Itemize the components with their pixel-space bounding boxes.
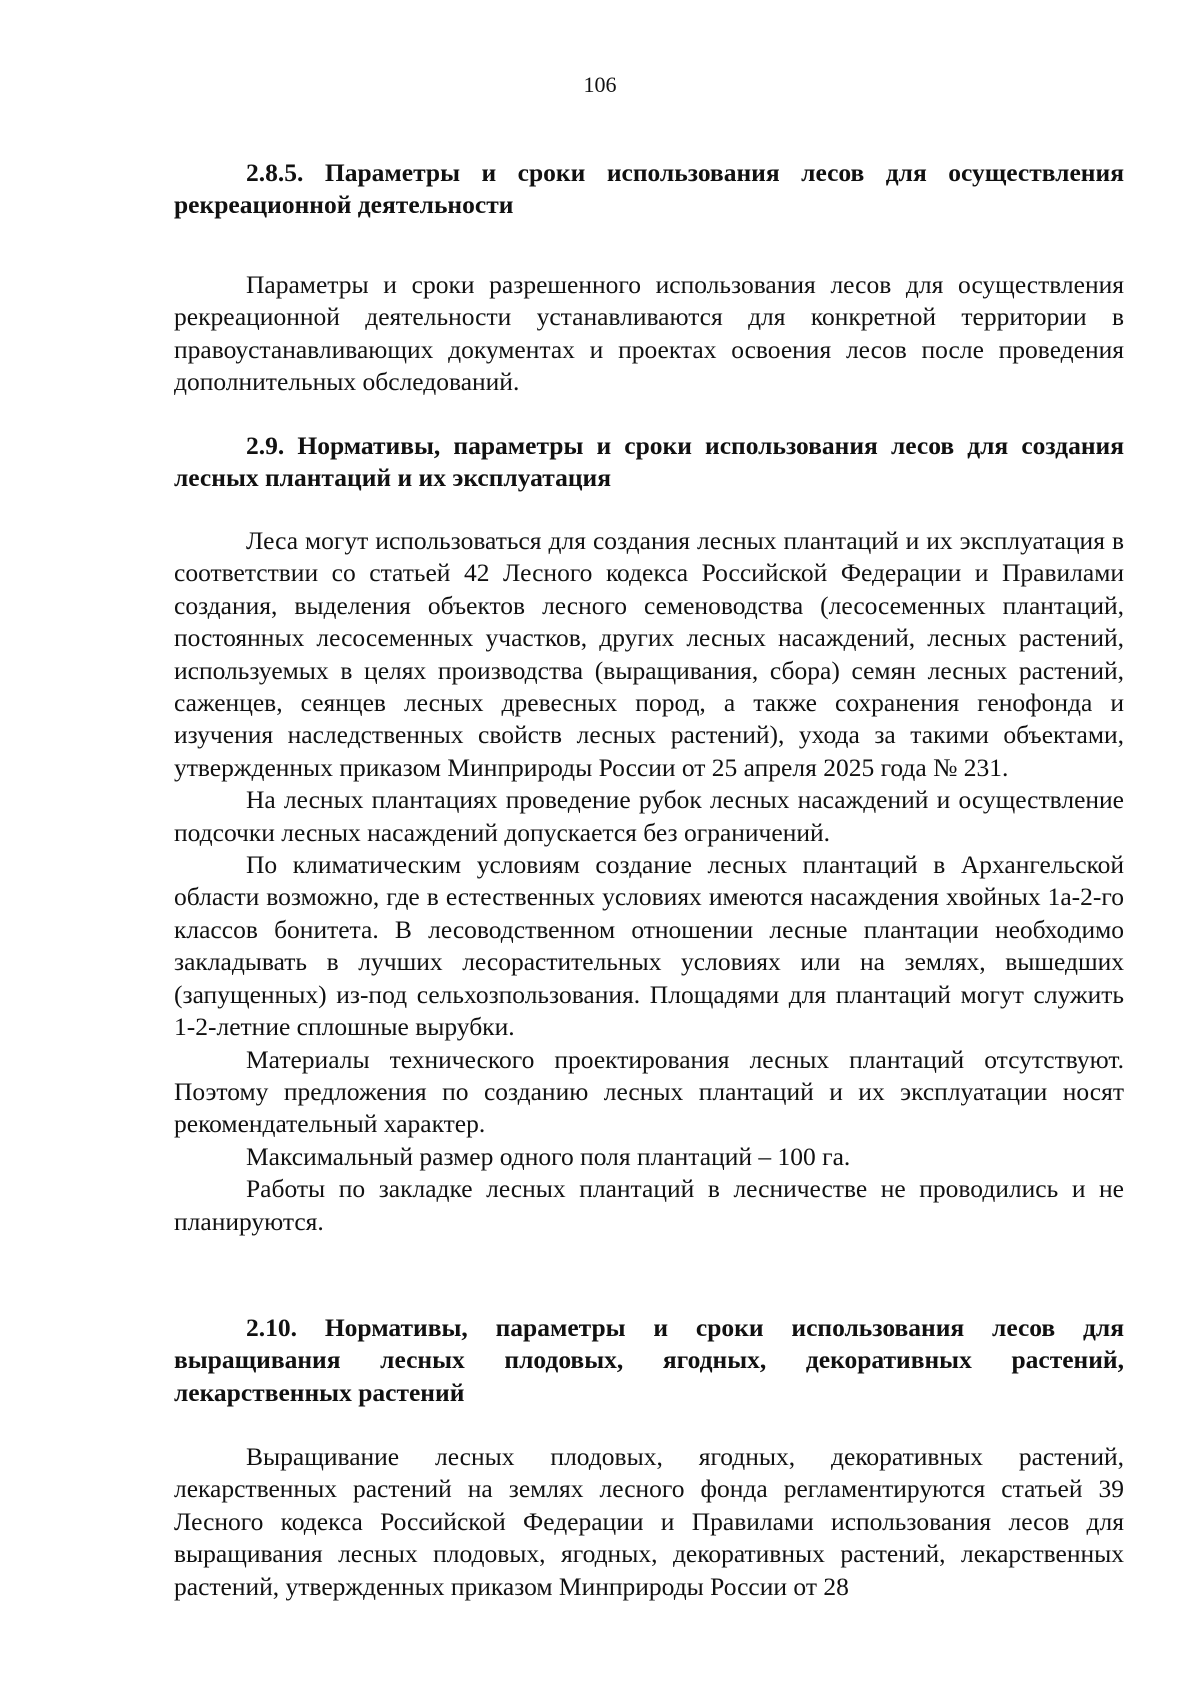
section-heading-2-8-5 bbox=[174, 157, 1124, 222]
paragraph: Параметры и сроки разрешенного использования лесов для осуществления рекреационной деятельности устанавливаются для конкретной территории в правоустанавливающих документах и проектах освоения лесов после проведения дополнительных обследований. bbox=[174, 270, 1124, 397]
section-heading-2-9 bbox=[174, 430, 1124, 495]
paragraph: Максимальный размер одного поля плантаций – 100 га. bbox=[246, 1141, 851, 1171]
section-heading-2-10 bbox=[174, 1312, 1124, 1409]
paragraph: На лесных плантациях проведение рубок лесных насаждений и осуществление подсочки лесных насаждений допускается без ограничений. bbox=[174, 785, 1124, 847]
heading-text: 2.8.5. Параметры и сроки использования лесов для осуществления рекреационной деятельности bbox=[174, 158, 1124, 220]
heading-text: 2.10. Нормативы, параметры и сроки использования лесов для выращивания лесных плодовых, ягодных, декоративных растений, лекарственных растений bbox=[174, 1313, 1124, 1407]
section-body-2-8-5 bbox=[174, 269, 1124, 399]
paragraph: Работы по закладке лесных плантаций в лесничестве не проводились и не планируются. bbox=[174, 1174, 1124, 1236]
heading-text: 2.9. Нормативы, параметры и сроки использования лесов для создания лесных плантаций и их эксплуатация bbox=[174, 431, 1124, 493]
paragraph: По климатическим условиям создание лесных плантаций в Архангельской области возможно, где в естественных условиях имеются насаждения хвойных 1а-2-го классов бонитета. В лесоводственном отношении лесные плантации необходимо закладывать в лучших лесорастительных условиях или на землях, вышедших (запущенных) из-под сельхозпользования. Площадями для плантаций могут служить 1-2-летние сплошные вырубки. bbox=[174, 850, 1124, 1042]
paragraph: Леса могут использоваться для создания лесных плантаций и их эксплуатация в соответствии со статьей 42 Лесного кодекса Российской Федерации и Правилами создания, выделения объектов лесного семеноводства (лесосеменных плантаций, постоянных лесосеменных участков, других лесных насаждений, лесных растений, используемых в целях производства (выращивания, сбора) семян лесных растений, саженцев, сеянцев лесных древесных пород, а также сохранения генофонда и изучения наследственных свойств лесных растений), ухода за такими объектами, утвержденных приказом Минприроды России от 25 апреля 2025 года № 231. bbox=[174, 526, 1124, 782]
section-body-2-9 bbox=[174, 525, 1124, 1238]
section-body-2-10 bbox=[174, 1441, 1124, 1603]
paragraph: Материалы технического проектирования лесных плантаций отсутствуют. Поэтому предложения по созданию лесных плантаций и их эксплуатации носят рекомендательный характер. bbox=[174, 1044, 1124, 1139]
paragraph: Выращивание лесных плодовых, ягодных, декоративных растений, лекарственных растений на землях лесного фонда регламентируются статьей 39 Лесного кодекса Российской Федерации и Правилами использования лесов для выращивания лесных плодовых, ягодных, декоративных растений, лекарственных растений, утвержденных приказом Минприроды России от 28 bbox=[174, 1442, 1124, 1601]
page-number: 106 bbox=[583, 72, 617, 97]
